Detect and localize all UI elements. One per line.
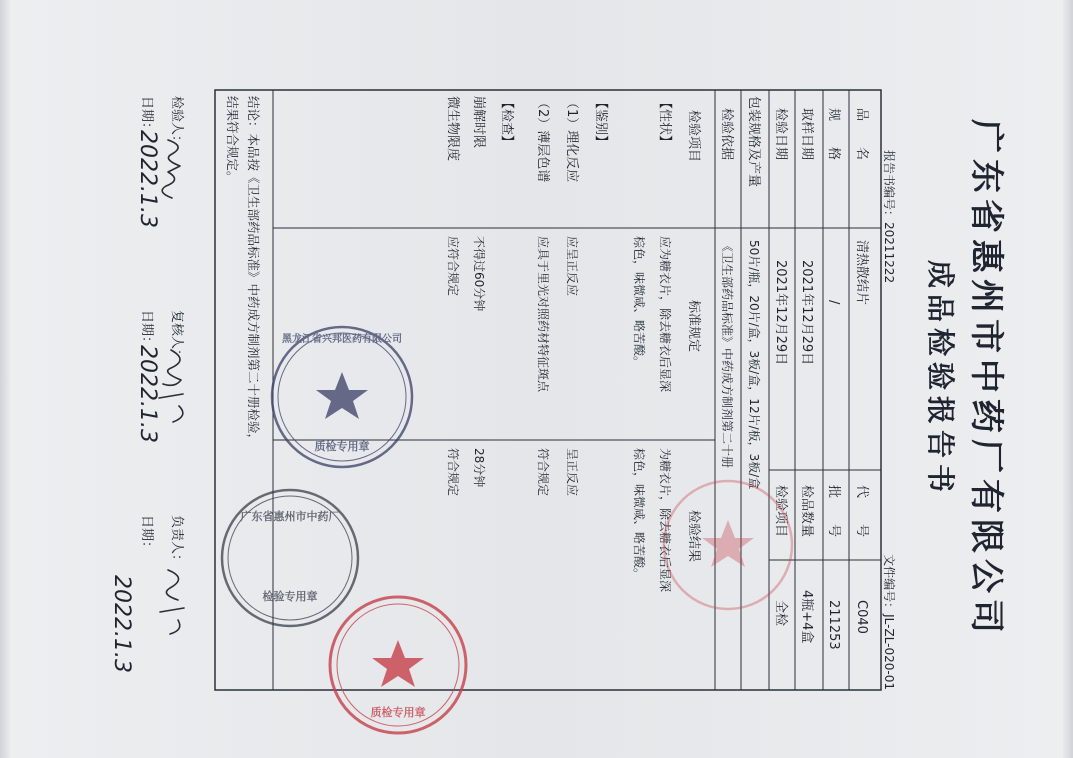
row-result: 符合规定 xyxy=(446,448,460,497)
sample-qty-value: 4瓶+4盒 xyxy=(799,590,814,644)
name-label: 品 名 xyxy=(854,108,869,161)
batch-value: 211253 xyxy=(826,600,841,650)
code-label: 代 号 xyxy=(854,485,869,538)
row-result: 棕色，味微咸、略苦酸。 xyxy=(632,448,646,581)
inspector-label: 检验人： xyxy=(169,96,184,149)
seal-stamp-3 xyxy=(330,597,466,733)
reviewer-label: 复核人： xyxy=(169,310,184,363)
row-standard: 不得过60分钟 xyxy=(472,236,486,312)
row-result: 呈正反应 xyxy=(565,448,579,497)
report-number: 报告书编号：20211222 xyxy=(882,150,896,284)
reviewer-date-label: 日期： xyxy=(139,310,154,350)
row-result: 28分钟 xyxy=(472,448,486,488)
table-rows xyxy=(445,96,673,592)
name-value: 清热散结片 xyxy=(854,240,869,306)
responsible-date-label: 日期： xyxy=(139,515,154,555)
responsible-date: 2022.1.3 xyxy=(109,575,134,673)
package-label: 包装规格及产量 xyxy=(746,96,761,188)
company-title: 广东省惠州市中药厂有限公司 xyxy=(966,119,1006,639)
row-standard: 应符合规定 xyxy=(446,236,460,297)
row-item: 崩解时限 xyxy=(471,96,486,149)
col-standard-header: 标准规定 xyxy=(686,300,701,353)
sample-date-label: 取样日期 xyxy=(799,108,814,161)
row-item: （2）薄层色谱 xyxy=(535,96,550,183)
col-result-header: 检验结果 xyxy=(686,510,701,563)
spec-value: / xyxy=(826,300,841,305)
batch-label: 批 号 xyxy=(826,485,841,538)
row-standard: 棕色，味微咸、略苦酸。 xyxy=(632,236,646,369)
stamp2-text: 广东省惠州市中药厂 xyxy=(240,510,340,523)
seal-stamp-1 xyxy=(272,327,412,467)
basis-label: 检验依据 xyxy=(719,108,734,161)
sample-qty-label: 检品数量 xyxy=(799,485,814,538)
row-result: 为糖衣片，除去糖衣后显深 xyxy=(658,448,672,593)
row-standard: 应呈正反应 xyxy=(565,236,579,297)
inspector-date-label: 日期： xyxy=(139,96,154,136)
row-standard: 应具于里光对照药材特征斑点 xyxy=(536,236,550,393)
responsible-label: 负责人： xyxy=(169,515,184,568)
test-date-value: 2021年12月29日 xyxy=(773,260,788,366)
stamp1-text: 黑龙江省兴邦医药有限公司 xyxy=(282,334,402,345)
row-result: 符合规定 xyxy=(536,448,550,497)
seal-stamp-2 xyxy=(222,490,358,626)
inspector-date: 2022.1.3 xyxy=(135,130,160,228)
reviewer-date: 2022.1.3 xyxy=(135,345,160,443)
code-value: C040 xyxy=(854,600,869,634)
stamp2-sub: 检验专用章 xyxy=(262,590,318,603)
test-item-label: 检验项目 xyxy=(773,485,788,538)
test-date-label: 检验日期 xyxy=(773,108,788,161)
col-item-header: 检验项目 xyxy=(686,110,701,163)
test-item-value: 全检 xyxy=(773,600,788,627)
row-standard: 应为糖衣片，除去糖衣后显深 xyxy=(658,236,672,393)
stamp1-sub: 质检专用章 xyxy=(314,440,370,453)
file-number: 文件编号：JL-ZL-020-01 xyxy=(882,554,896,690)
conclusion-text-2: 结果符合规定。 xyxy=(225,96,240,184)
row-item: 【检查】 xyxy=(499,96,514,149)
seal-stamp-4 xyxy=(664,481,792,609)
responsible-signature xyxy=(160,570,184,634)
row-item: （1）理化反应 xyxy=(564,96,579,183)
spec-label: 规 格 xyxy=(826,108,841,161)
sample-date-value: 2021年12月29日 xyxy=(799,260,814,366)
row-item: 微生物限度 xyxy=(445,96,460,162)
row-item: 【鉴别】 xyxy=(593,96,608,149)
report-title: 成品检验报告书 xyxy=(924,259,957,499)
inspector-signature xyxy=(162,140,180,198)
svg-text:质检专用章: 质检专用章 xyxy=(370,706,426,719)
conclusion-text: 结论：本品按《卫生部药品标准》中药成方制剂第二十册检验， xyxy=(246,96,261,447)
row-item: 【性状】 xyxy=(657,96,672,149)
package-value: 50片/瓶，20片/盒，3板/盒，12片/板，3板/盒 xyxy=(747,240,761,490)
basis-value: 《卫生部药品标准》中药成方制剂第二十册 xyxy=(720,240,734,469)
